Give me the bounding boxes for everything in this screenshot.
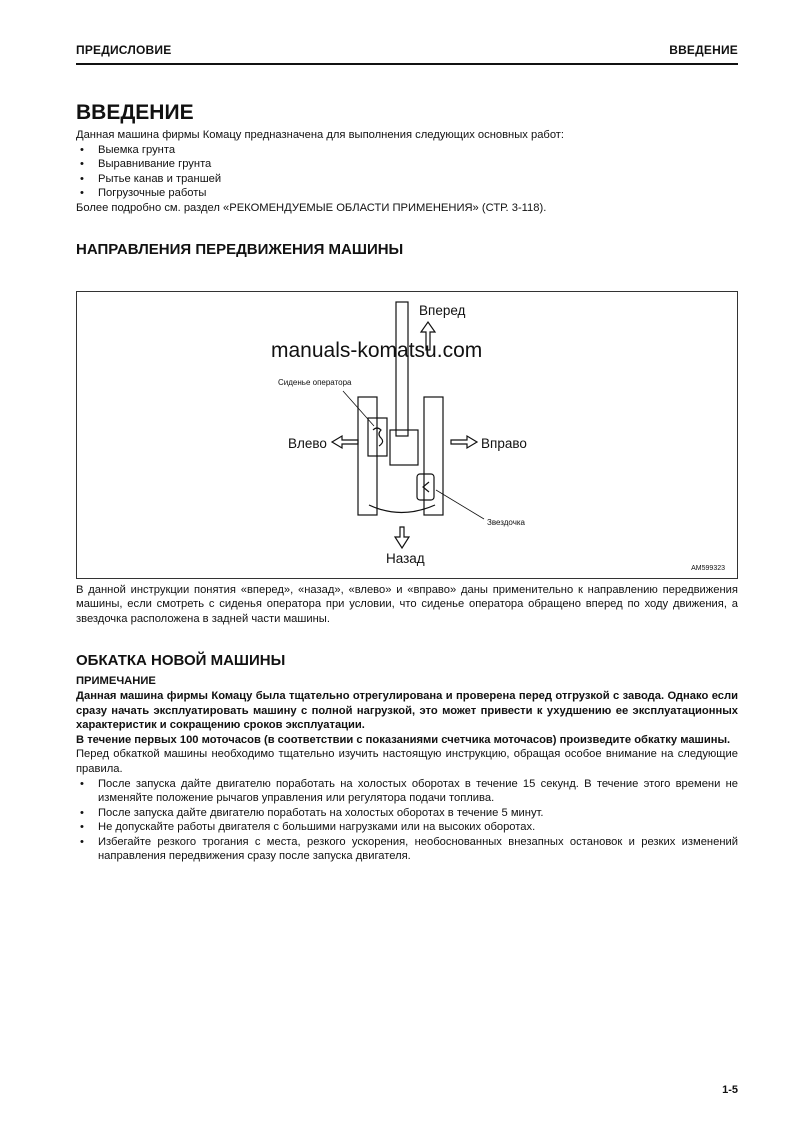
list-item: • Избегайте резкого трогания с места, резкого ускорения, необоснованных внезапных остановок и резких изменений направления передвижения сразу после запуска двигателя. (76, 835, 738, 864)
header-divider (76, 63, 738, 65)
list-item: • После запуска дайте двигателю поработать на холостых оборотах в течение 5 минут. (76, 806, 738, 821)
left-label: Влево (288, 435, 327, 451)
breakin-lead: Перед обкаткой машины необходимо тщательно изучить настоящую инструкцию, обращая особое внимание на следующие правила. (76, 748, 738, 775)
page-content (76, 100, 738, 864)
back-label: Назад (386, 550, 425, 566)
list-item: • Погрузочные работы (76, 186, 738, 201)
list-item: • Выемка грунта (76, 143, 738, 158)
counterweight-arc (369, 505, 435, 513)
list-item: • Рытье канав и траншей (76, 172, 738, 187)
seat-label: Сиденье оператора (278, 377, 352, 387)
figure-code: AM599323 (691, 564, 725, 572)
right-arrow-icon (451, 436, 477, 448)
list-item: • Выравнивание грунта (76, 157, 738, 172)
boom-shape (396, 302, 408, 436)
left-arrow-icon (332, 436, 358, 448)
watermark: manuals-komatsu.com (271, 338, 483, 362)
intro-list (76, 143, 738, 201)
breakin-list (76, 777, 738, 865)
note-text: Данная машина фирмы Комацу была тщательно отрегулирована и проверена перед отгрузкой с завода. Однако если сразу начать эксплуатировать машину с полной нагрузкой, это может привести к ухудшению ее эксплуатационных характеристик и сокращению сроков эксплуатации. (76, 689, 738, 732)
directions-title: НАПРАВЛЕНИЯ ПЕРЕДВИЖЕНИЯ МАШИНЫ (76, 240, 404, 258)
note-label: ПРИМЕЧАНИЕ (76, 675, 156, 688)
sprocket-label: Звездочка (487, 517, 525, 527)
right-label: Вправо (481, 435, 527, 451)
directions-caption: В данной инструкции понятия «вперед», «назад», «влево» и «вправо» даны применительно к направлению передвижения машины, если смотреть с сиденья оператора при условии, что сиденье оператора обращено вперед по ходу движения, а звездочка расположена в задней части машины. (76, 583, 738, 625)
directions-figure (76, 291, 738, 579)
intro-title: ВВЕДЕНИЕ (76, 101, 194, 124)
intro-reference: Более подробно см. раздел «РЕКОМЕНДУЕМЫЕ ОБЛАСТИ ПРИМЕНЕНИЯ» (СТР. 3-118). (76, 201, 547, 214)
sprocket-shape (417, 474, 434, 500)
list-item: • После запуска дайте двигателю поработать на холостых оборотах в течение 15 секунд. В течение этого времени не изменяйте положение рычагов управления или регулятора подачи топлива. (76, 777, 738, 806)
breakin-title: ОБКАТКА НОВОЙ МАШИНЫ (76, 652, 286, 670)
machine-top-view-diagram (77, 292, 737, 578)
header-section-title: ПРЕДИСЛОВИЕ (76, 43, 172, 57)
intro-lead: Данная машина фирмы Комацу предназначена для выполнения следующих основных работ: (76, 129, 565, 141)
forward-label: Вперед (419, 302, 466, 318)
back-arrow-icon (395, 527, 409, 548)
note-text: В течение первых 100 моточасов (в соответствии с показаниями счетчика моточасов) произведите обкатку машины. (76, 733, 731, 746)
seat-detail (373, 428, 383, 446)
header-chapter-title: ВВЕДЕНИЕ (669, 43, 738, 57)
page-header (76, 43, 738, 63)
page-number: 1-5 (722, 1084, 738, 1096)
list-item: • Не допускайте работы двигателя с большими нагрузками или на высоких оборотах. (76, 820, 738, 835)
cab-shape (390, 430, 418, 465)
